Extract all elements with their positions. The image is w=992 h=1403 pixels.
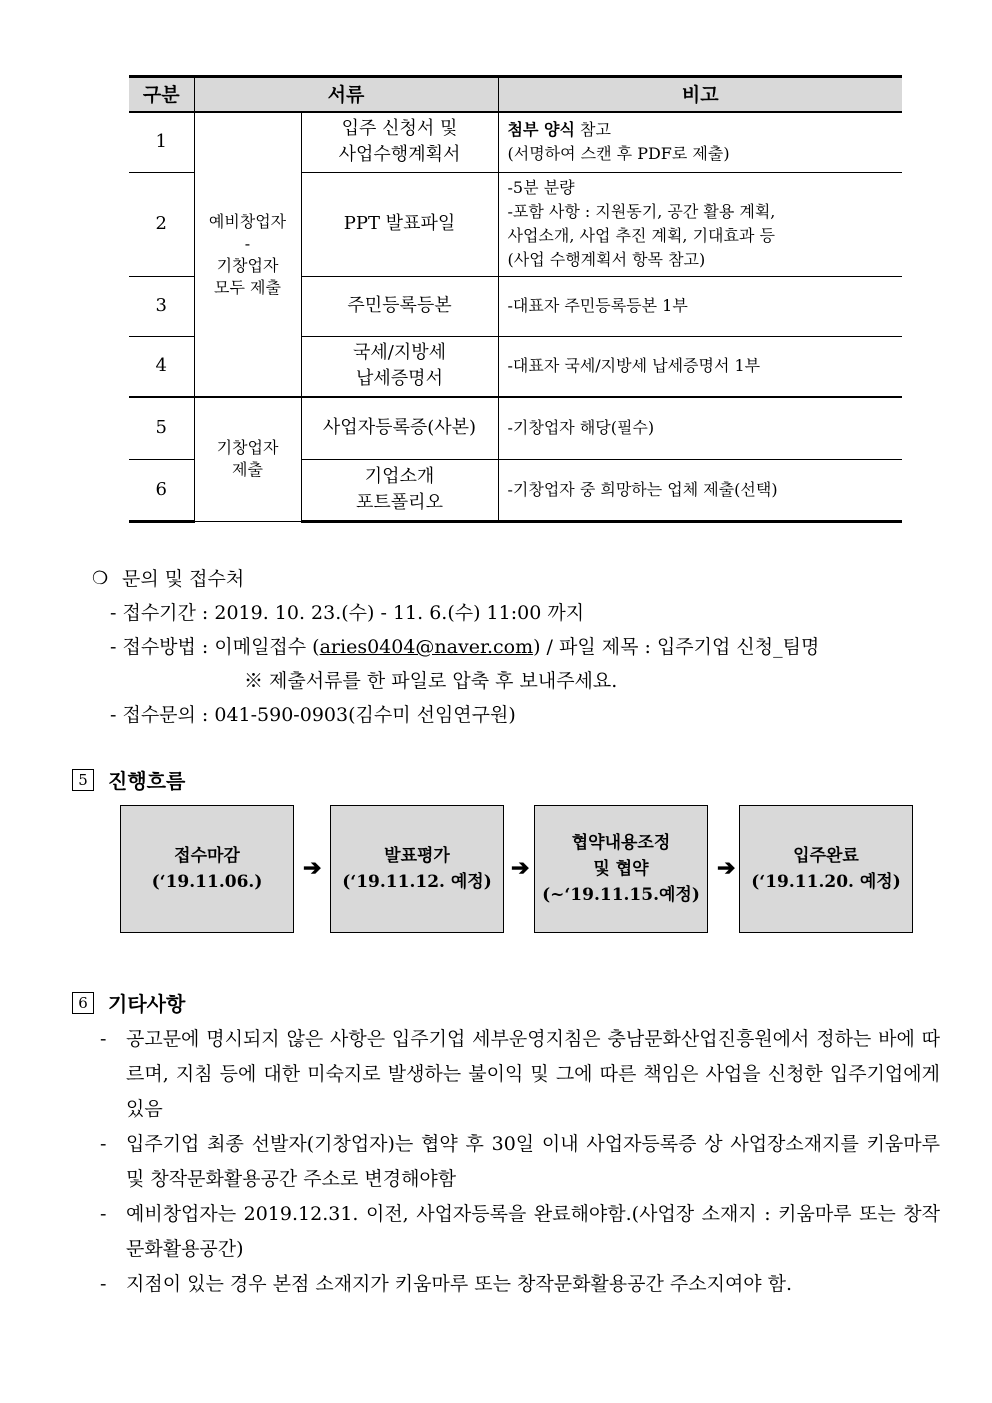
- list-item: - 예비창업자는 2019.12.31. 이전, 사업자등록을 완료해야함.(사업장 소재지 : 키움마루 또는 창작문화활용공간): [100, 1203, 940, 1260]
- header-remarks: 비고: [498, 77, 902, 113]
- row-number: 1: [129, 112, 194, 172]
- contact-title: 문의 및 접수처: [122, 568, 245, 590]
- document-note: -대표자 주민등록등본 1부: [498, 276, 902, 336]
- flow-step-presentation: 발표평가 (‘19.11.12. 예정): [330, 805, 504, 933]
- row-number: 6: [129, 459, 194, 521]
- document-name: 사업자등록증(사본): [301, 397, 498, 459]
- flow-step-agreement: 협약내용조정 및 협약 (~‘19.11.15.예정): [534, 805, 708, 933]
- arrow-right-icon: ➔: [303, 855, 322, 881]
- section-number-box: 5: [72, 769, 94, 791]
- section-number-box: 6: [72, 992, 94, 1014]
- header-category: 구분: [129, 77, 194, 113]
- reception-period: - 접수기간 : 2019. 10. 23.(수) - 11. 6.(수) 11:00 까지: [110, 602, 585, 624]
- section-heading-etc: [72, 988, 185, 1017]
- submission-note: ※ 제출서류를 한 파일로 압축 후 보내주세요.: [244, 670, 618, 692]
- document-name: 입주 신청서 및 사업수행계획서: [301, 112, 498, 172]
- row-number: 4: [129, 336, 194, 397]
- documents-table: [129, 75, 902, 523]
- document-note: 첨부 양식 참고 (서명하여 스캔 후 PDF로 제출): [498, 112, 902, 172]
- section-title: 기타사항: [108, 992, 186, 1016]
- document-name: 국세/지방세 납세증명서: [301, 336, 498, 397]
- circle-bullet-icon: ❍: [92, 568, 109, 589]
- table-header-row: [129, 77, 902, 113]
- document-name: 기업소개 포트폴리오: [301, 459, 498, 521]
- document-note: -기창업자 중 희망하는 업체 제출(선택): [498, 459, 902, 521]
- email-link[interactable]: aries0404@naver.com: [319, 636, 534, 658]
- group-all-applicants: 예비창업자 - 기창업자 모두 제출: [194, 112, 301, 397]
- list-item: - 지점이 있는 경우 본점 소재지가 키움마루 또는 창작문화활용공간 주소지여야 함.: [100, 1273, 793, 1295]
- arrow-right-icon: ➔: [511, 855, 530, 881]
- list-item: - 입주기업 최종 선발자(기창업자)는 협약 후 30일 이내 사업자등록증 상 사업장소재지를 키움마루 및 창작문화활용공간 주소로 변경해야함: [100, 1133, 940, 1190]
- group-existing-businesses: 기창업자 제출: [194, 397, 301, 521]
- document-note: -기창업자 해당(필수): [498, 397, 902, 459]
- document-name: 주민등록등본: [301, 276, 498, 336]
- flow-step-move-in: 입주완료 (‘19.11.20. 예정): [739, 805, 913, 933]
- contact-heading: [92, 562, 819, 596]
- contact-section: [92, 562, 819, 732]
- note-emphasis: 첨부 양식: [507, 120, 575, 140]
- section-heading-progress: [72, 765, 185, 794]
- document-note: -5분 분량 -포함 사항 : 지원동기, 공간 활용 계획, 사업소개, 사업 추진 계획, 기대효과 등 (사업 수행계획서 항목 참고): [498, 172, 902, 276]
- row-number: 5: [129, 397, 194, 459]
- section-title: 진행흐름: [108, 769, 186, 793]
- row-number: 3: [129, 276, 194, 336]
- document-name: PPT 발표파일: [301, 172, 498, 276]
- etc-list: [100, 1022, 940, 1302]
- document-note: -대표자 국세/지방세 납세증명서 1부: [498, 336, 902, 397]
- reception-inquiry: - 접수문의 : 041-590-0903(김수미 선임연구원): [110, 704, 516, 726]
- table-row: [129, 112, 902, 172]
- reception-method: - 접수방법 : 이메일접수 (aries0404@naver.com) / 파일 제목 : 입주기업 신청_팀명: [110, 636, 820, 658]
- table-row: [129, 397, 902, 459]
- row-number: 2: [129, 172, 194, 276]
- header-documents: 서류: [194, 77, 498, 113]
- list-item: - 공고문에 명시되지 않은 사항은 입주기업 세부운영지침은 충남문화산업진흥원에서 정하는 바에 따르며, 지침 등에 대한 미숙지로 발생하는 불이익 및 그에 따른 책임은 사업을 신청한 입주기업에게 있음: [100, 1028, 940, 1120]
- arrow-right-icon: ➔: [717, 855, 736, 881]
- flow-step-reception-close: 접수마감 (‘19.11.06.): [120, 805, 294, 933]
